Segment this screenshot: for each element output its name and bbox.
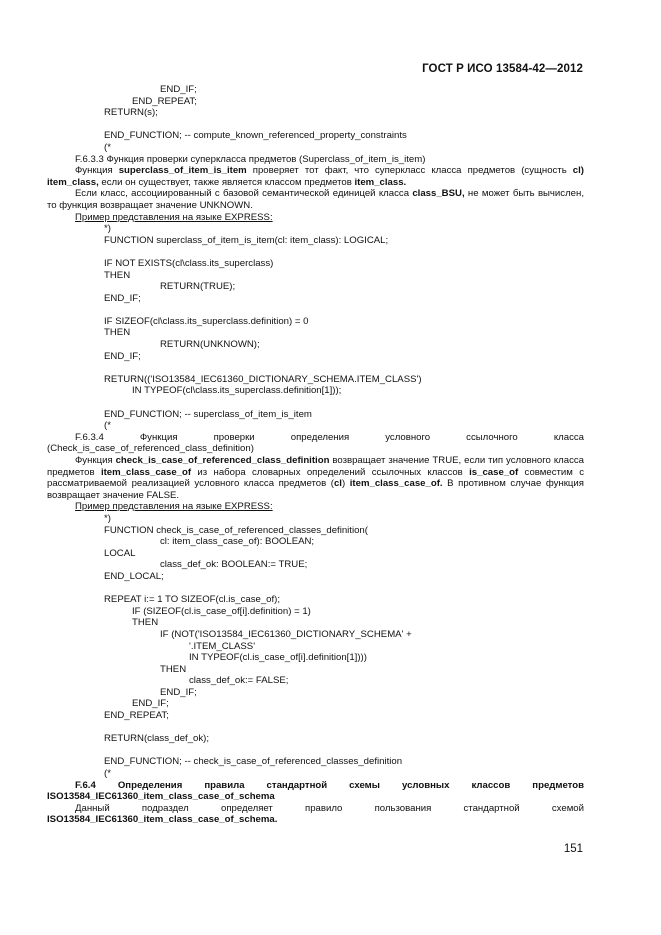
code-line: RETURN(UNKNOWN); [160,339,260,351]
page-number: 151 [563,843,583,855]
text-run: Если класс, ассоциированный с базовой семантической единицей класса [75,188,413,200]
code-line: THEN [104,269,131,281]
text-run: ) [341,478,350,490]
paragraph-superclass-function [47,165,584,188]
text-run: Функция [75,455,116,466]
entity-name: is_case_of [469,466,519,478]
code-line [47,362,584,374]
code-line: END_LOCAL; [104,570,164,582]
function-name: superclass_of_item_is_item [118,165,247,177]
code-line [47,304,584,316]
code-line: IN TYPEOF(cl.is_case_of[i].definition[1]))) [189,652,367,664]
code-line: THEN [104,327,131,339]
code-line [47,246,584,258]
code-line: '.ITEM_CLASS' [189,640,256,652]
code-line: END_REPEAT; [132,95,197,107]
code-line: RETURN(('ISO13584_IEC61360_DICTIONARY_SCHEMA.ITEM_CLASS') [104,373,422,385]
section-heading-f633: F.6.3.3 Функция проверки суперкласса предметов (Superclass_of_item_is_item) [75,153,426,165]
paragraph-check-function [47,455,584,501]
code-line [47,745,584,757]
code-line: IF NOT EXISTS(cl\class.its_superclass) [104,257,274,269]
text-run: Функция [75,165,119,177]
page-content [47,84,584,826]
code-line: REPEAT i:= 1 TO SIZEOF(cl.is_case_of); [104,594,281,606]
code-line: END_IF; [160,84,197,95]
code-block-superclass [47,223,584,432]
entity-name: cl [333,478,342,490]
section-heading-f634: F.6.3.4 Функция проверки определения условного ссылочного класса (Check_is_case_of_referenced_class_definition) [47,431,584,455]
document-header: ГОСТ Р ИСО 13584-42—2012 [422,63,583,75]
code-line: END_IF; [104,292,141,304]
code-line: cl: item_class_case_of): BOOLEAN; [160,536,315,548]
code-line: FUNCTION superclass_of_item_is_item(cl: item_class): LOGICAL; [104,234,389,246]
code-line: END_FUNCTION; -- compute_known_referenced_property_constraints [104,130,407,142]
text-run: не может быть вычислен, то функция возвращает значение UNKNOWN. [47,188,584,211]
text-run: совместим с рассматриваемой реализацией условного класса предметов ( [47,466,584,490]
code-line: END_IF; [132,698,169,710]
text-run: Данный подраздел определяет правило пользования стандартной схемой [75,802,584,814]
entity-name: item_class_case_of [100,466,192,478]
code-line: RETURN(s); [104,107,158,119]
code-line: (* [104,420,111,432]
code-line: (* [104,141,111,153]
code-line: IN TYPEOF(cl\class.its_superclass.definition[1])); [132,385,342,397]
code-line: (* [104,768,111,780]
paragraph-rule [47,803,584,826]
code-line: LOCAL [104,547,136,559]
code-line [47,722,584,734]
code-line: END_REPEAT; [104,710,169,722]
code-line: FUNCTION check_is_case_of_referenced_classes_definition( [104,524,368,536]
text-run: В противном случае функция возвращает значение FALSE. [47,478,584,501]
code-line [47,583,584,595]
code-line: *) [104,512,111,524]
code-line: IF (SIZEOF(cl.is_case_of[i].definition) = 1) [132,605,311,617]
code-line: RETURN(TRUE); [160,281,236,293]
code-line: *) [104,223,111,235]
text-run: если он существует, также является классом предметов [98,176,355,188]
entity-name: item_class_case_of. [349,478,443,490]
code-line: RETURN(class_def_ok); [104,733,210,745]
code-line [47,397,584,409]
example-label-2: Пример представления на языке EXPRESS: [75,501,273,513]
text-run: возвращает значение TRUE, если тип условного класса предметов [47,455,584,478]
code-line: END_IF; [104,350,141,362]
example-label-1: Пример представления на языке EXPRESS: [75,211,273,223]
code-line [47,119,584,131]
code-line: class_def_ok: BOOLEAN:= TRUE; [160,559,308,571]
text-run: из набора словарных определений ссылочных классов [191,466,470,478]
paragraph-class-bsu [47,188,584,211]
code-line: THEN [160,663,187,675]
entity-name: cl) item_class, [47,165,584,188]
function-name: check_is_case_of_referenced_class_definition [115,455,330,466]
code-line: END_FUNCTION; -- check_is_case_of_referenced_classes_definition [104,756,403,768]
code-line: END_IF; [160,686,197,698]
code-block-check [47,513,584,780]
code-line: IF SIZEOF(cl\class.its_superclass.definition) = 0 [104,315,309,327]
schema-name: ISO13584_IEC61360_item_class_case_of_schema. [47,814,278,826]
code-block-top [47,84,584,154]
entity-name: item_class. [354,176,407,188]
code-line: class_def_ok:= FALSE; [189,675,289,687]
section-heading-f64: F.6.4 Определения правила стандартной схемы условных классов предметов ISO13584_IEC61360_item_class_case_of_schema [47,779,584,803]
code-line: THEN [132,617,159,629]
text-run: проверяет тот факт, что суперкласс класса предметов (сущность [246,165,573,177]
code-line: IF (NOT('ISO13584_IEC61360_DICTIONARY_SCHEMA' + [160,628,412,640]
entity-name: class_BSU, [412,188,465,200]
code-line: END_FUNCTION; -- superclass_of_item_is_item [104,408,312,420]
